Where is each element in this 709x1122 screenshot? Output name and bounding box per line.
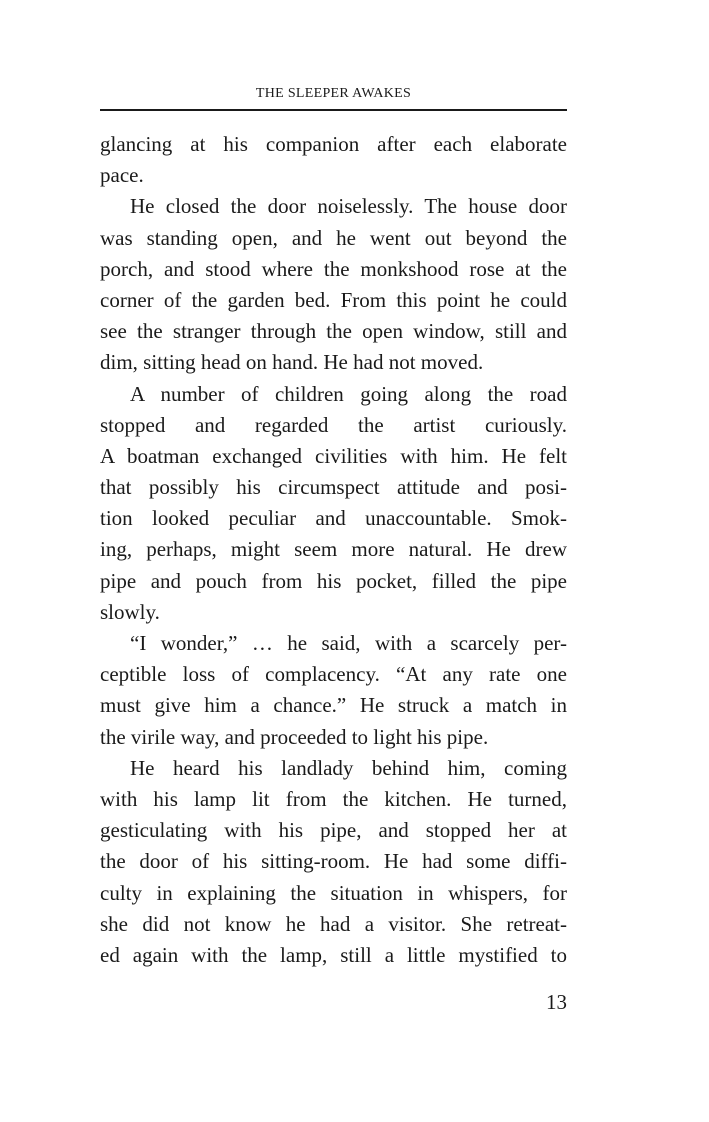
text-line: corner of the garden bed. From this point he could — [100, 287, 567, 312]
text-line: she did not know he had a visitor. She retreat- — [100, 911, 567, 936]
text-line: must give him a chance.” He struck a match in — [100, 693, 567, 718]
text-line: porch, and stood where the monkshood rose at the — [100, 256, 567, 281]
text-line: stopped and regarded the artist curiously. — [100, 412, 567, 437]
text-line: tion looked peculiar and unaccountable. Smok- — [100, 506, 567, 531]
text-line: gesticulating with his pipe, and stopped her at — [100, 818, 567, 843]
text-line: pipe and pouch from his pocket, filled the pipe — [100, 568, 567, 593]
running-head: THE SLEEPER AWAKES — [255, 86, 412, 101]
text-line: dim, sitting head on hand. He had not moved. — [100, 350, 484, 375]
text-line: was standing open, and he went out beyond the — [100, 225, 567, 250]
text-line: culty in explaining the situation in whispers, for — [100, 880, 567, 905]
text-line: ceptible loss of complacency. “At any rate one — [100, 662, 567, 687]
text-line: “I wonder,” … he said, with a scarcely per- — [130, 631, 567, 655]
text-line: the virile way, and proceeded to light his pipe. — [100, 724, 489, 749]
text-line: the door of his sitting-room. He had some diffi- — [100, 849, 567, 874]
text-line: ing, perhaps, might seem more natural. He drew — [100, 537, 567, 562]
text-line: ed again with the lamp, still a little mystified to — [100, 942, 567, 967]
text-line: He closed the door noiselessly. The house door — [130, 194, 567, 219]
text-line: He heard his landlady behind him, coming — [130, 755, 567, 780]
text-line: slowly. — [100, 599, 160, 624]
text-line: with his lamp lit from the kitchen. He turned, — [100, 786, 567, 811]
text-line: pace. — [100, 163, 144, 188]
text-line: glancing at his companion after each elaborate — [100, 132, 567, 156]
body-text — [100, 129, 567, 971]
text-line: A number of children going along the road — [130, 381, 567, 406]
text-line: see the stranger through the open window, still and — [100, 319, 567, 344]
text-line: A boatman exchanged civilities with him. He felt — [100, 443, 567, 468]
header-rule — [100, 109, 567, 111]
page-number: 13 — [546, 990, 567, 1014]
text-line: that possibly his circumspect attitude and posi- — [100, 475, 567, 500]
